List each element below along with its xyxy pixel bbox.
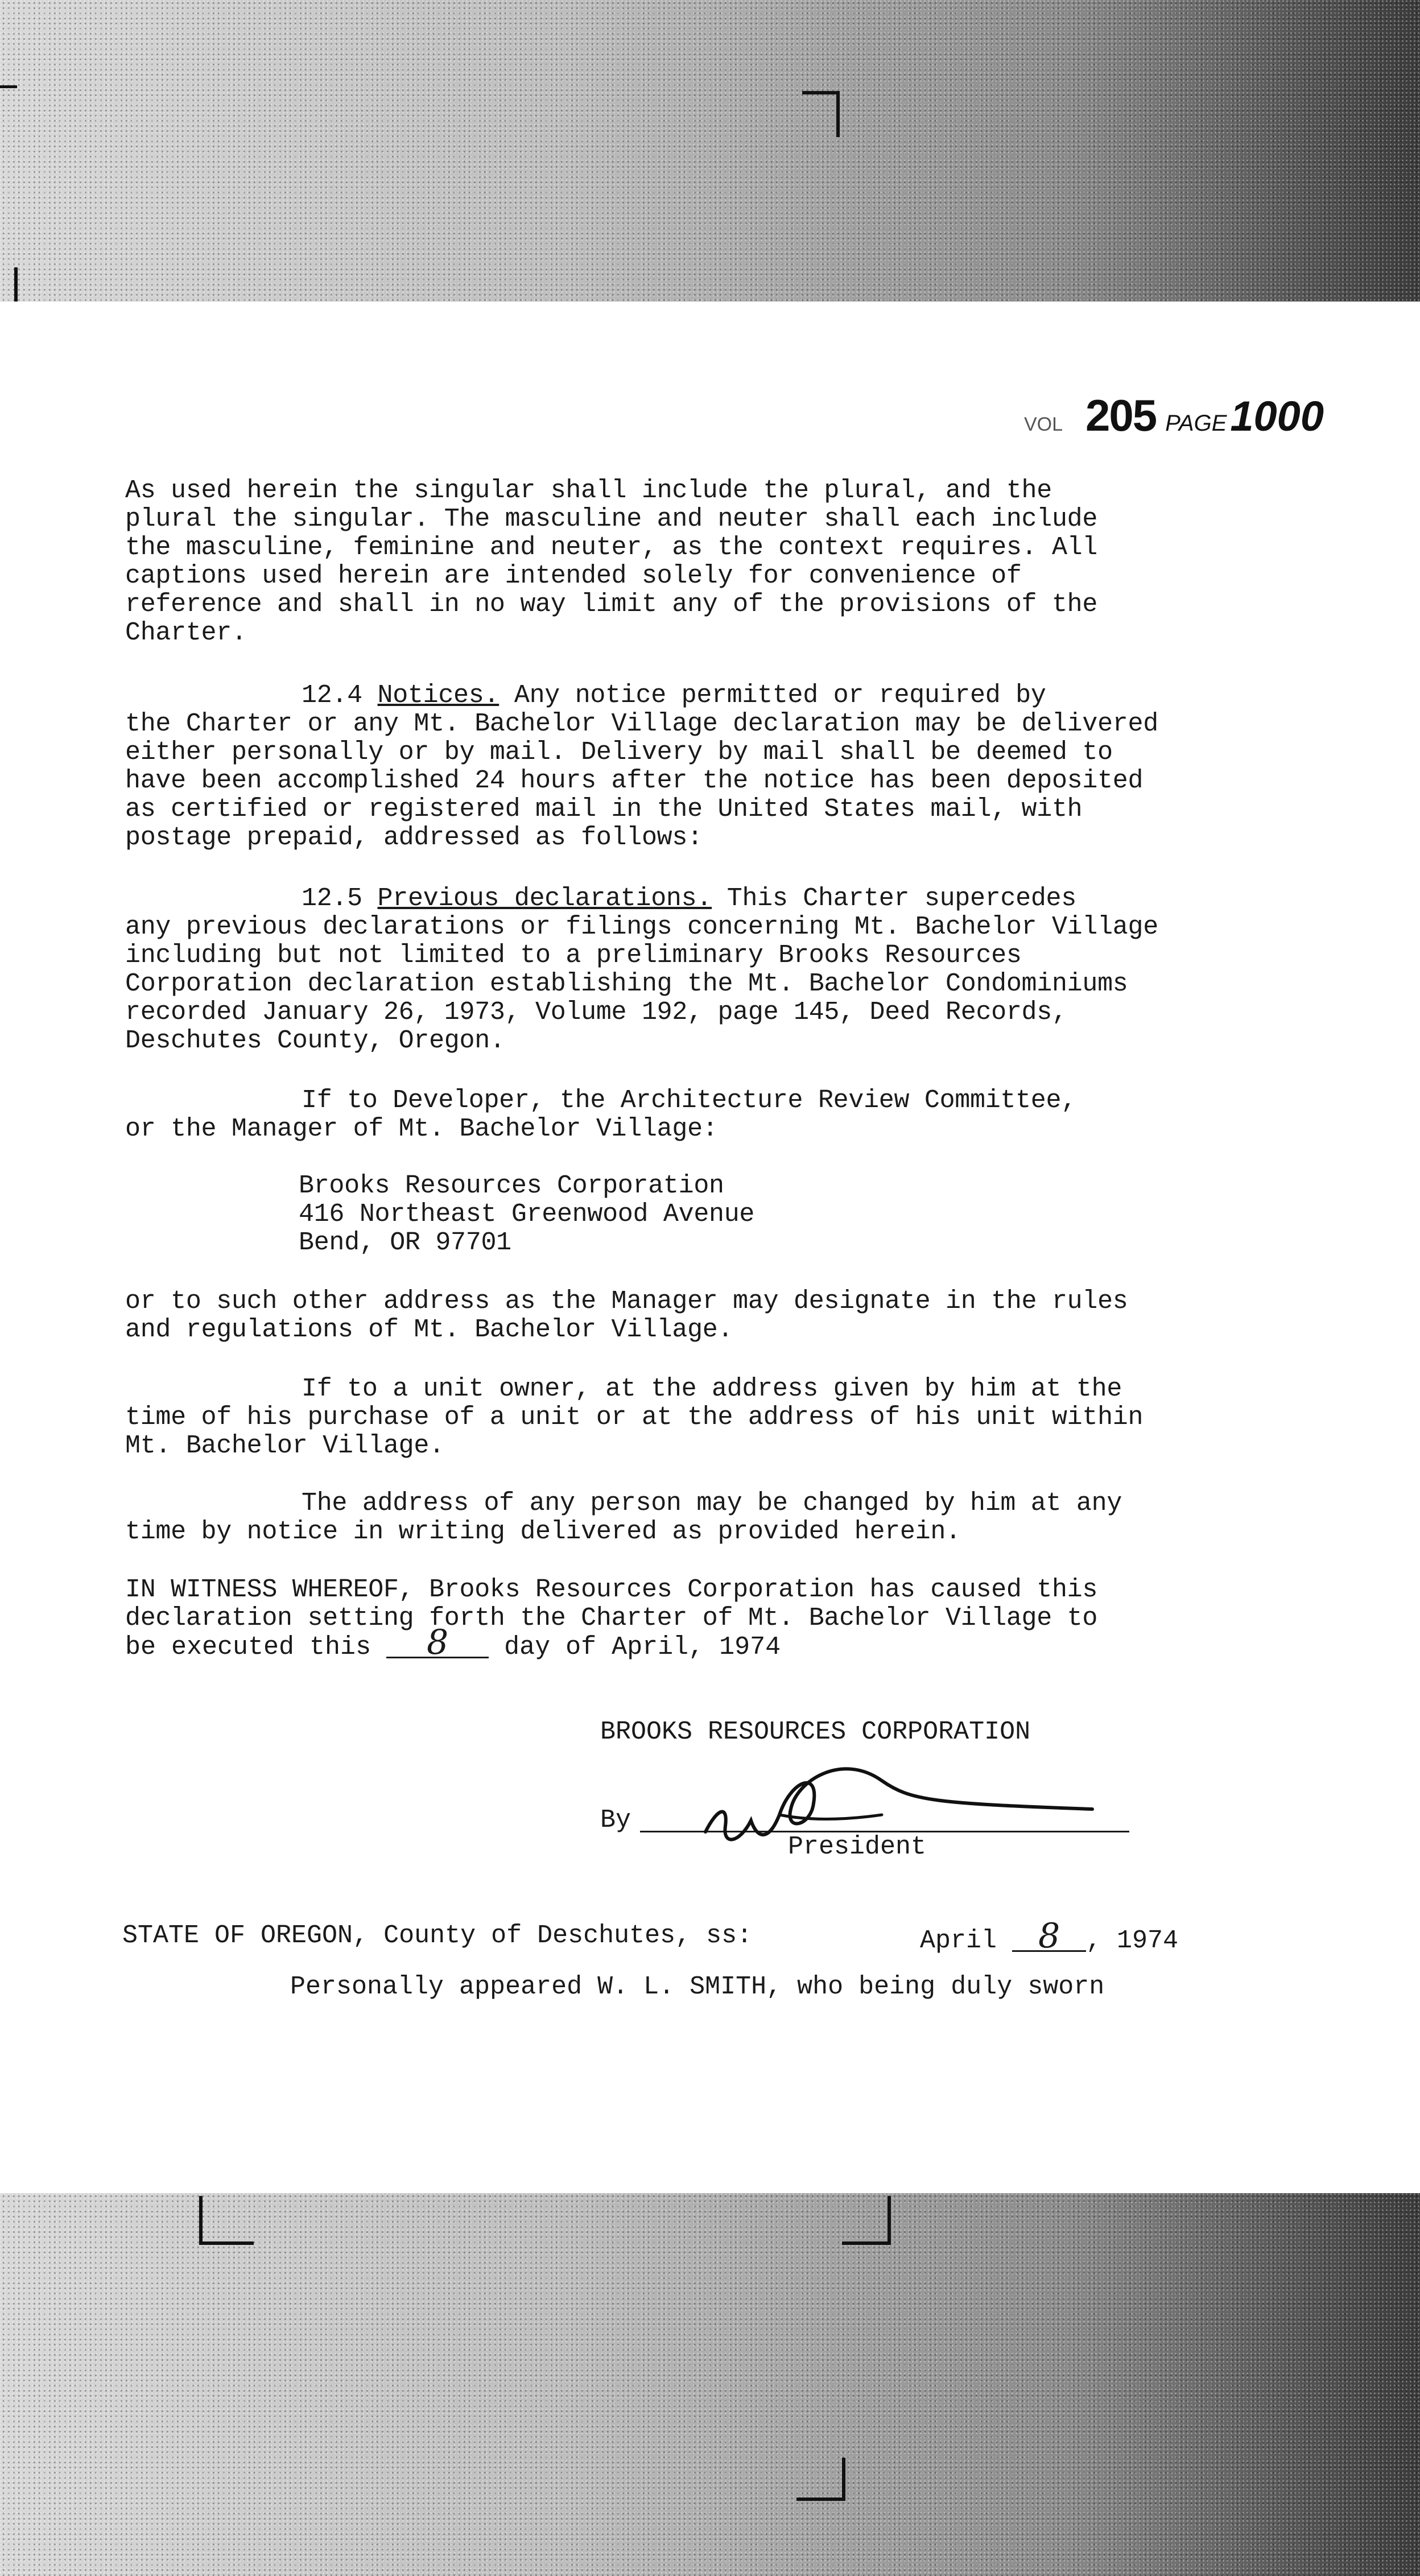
- by-label: By: [600, 1806, 631, 1835]
- scan-border-top: [0, 0, 1420, 302]
- volume-number: 205: [1085, 390, 1157, 440]
- crop-mark-bottom-left: [199, 2196, 254, 2245]
- crop-mark-top-right: [802, 91, 840, 137]
- notary-date: [920, 1916, 1179, 1956]
- notary-date-year: , 1974: [1086, 1926, 1179, 1955]
- page-label: PAGE: [1165, 411, 1227, 436]
- section-number: 12.5: [302, 884, 378, 913]
- section-text: This Charter supercedes any previous declarations or filings concerning Mt. Bachelor Village including but not limited to a preliminary Brooks Resources Corporation declaration establishing the Mt. Bachelor Condominiums recorded January 26, 1973, Volume 192, page 145, Deed Records, Deschutes County, Oregon.: [125, 884, 1158, 1055]
- section-title: Notices.: [377, 681, 500, 710]
- crop-mark-bottom-right: [842, 2196, 891, 2245]
- section-number: 12.4: [302, 681, 378, 710]
- paragraph-witness: IN WITNESS WHEREOF, Brooks Resources Corporation has caused this declaration setting forth the Charter of Mt. Bachelor Village to: [125, 1575, 1098, 1633]
- notary-appearance: Personally appeared W. L. SMITH, who being duly sworn: [290, 1972, 1105, 2001]
- recording-reference: [1024, 390, 1324, 441]
- notary-date-day-handwritten: 8: [1012, 1922, 1086, 1952]
- developer-address: Brooks Resources Corporation 416 Northeast Greenwood Avenue Bend, OR 97701: [299, 1171, 755, 1257]
- execution-prefix: be executed this: [125, 1633, 387, 1662]
- section-text: Any notice permitted or required by the Charter or any Mt. Bachelor Village declaration may be delivered either personally or by mail. Delivery by mail shall be deemed to have been accomplished 24 hours after the notice has been deposited as certified or registered mail in the United States mail, with postage prepaid, addressed as follows:: [125, 681, 1158, 852]
- paragraph-construction: As used herein the singular shall include the plural, and the plural the singular. The masculine and neuter shall each include the masculine, feminine and neuter, as the context requires. All captions used herein are intended solely for convenience of reference and shall in no way limit any of the provisions of the Charter.: [125, 476, 1098, 647]
- section-12-5-previous-declarations: [125, 885, 1308, 1055]
- crop-mark-bottom-lower: [796, 2458, 845, 2501]
- paragraph-developer-notice: If to Developer, the Architecture Review Committee, or the Manager of Mt. Bachelor Village:: [125, 1086, 1076, 1143]
- notary-date-month: April: [920, 1926, 1013, 1955]
- notary-venue: STATE OF OREGON, County of Deschutes, ss:: [122, 1921, 753, 1950]
- paragraph-other-address: or to such other address as the Manager may designate in the rules and regulations of Mt. Bachelor Village.: [125, 1287, 1128, 1344]
- crop-mark-top-left: [0, 85, 17, 105]
- execution-line: [125, 1623, 781, 1662]
- section-12-4-notices: [125, 682, 1308, 852]
- execution-suffix: day of April, 1974: [489, 1633, 781, 1662]
- signature-title: President: [788, 1832, 927, 1861]
- scan-border-bottom: [0, 2193, 1420, 2576]
- execution-day-handwritten: 8: [386, 1628, 489, 1658]
- paragraph-unit-owner: If to a unit owner, at the address given by him at the time of his purchase of a unit or at the address of his unit within Mt. Bachelor Village.: [125, 1374, 1144, 1460]
- section-title: Previous declarations.: [377, 884, 712, 913]
- volume-label: VOL: [1024, 414, 1063, 435]
- company-name: BROOKS RESOURCES CORPORATION: [600, 1718, 1031, 1747]
- crop-mark-left-edge: [0, 267, 18, 302]
- page-number: 1000: [1230, 393, 1324, 440]
- paragraph-address-change: The address of any person may be changed by him at any time by notice in writing delivered as provided herein.: [125, 1489, 1122, 1546]
